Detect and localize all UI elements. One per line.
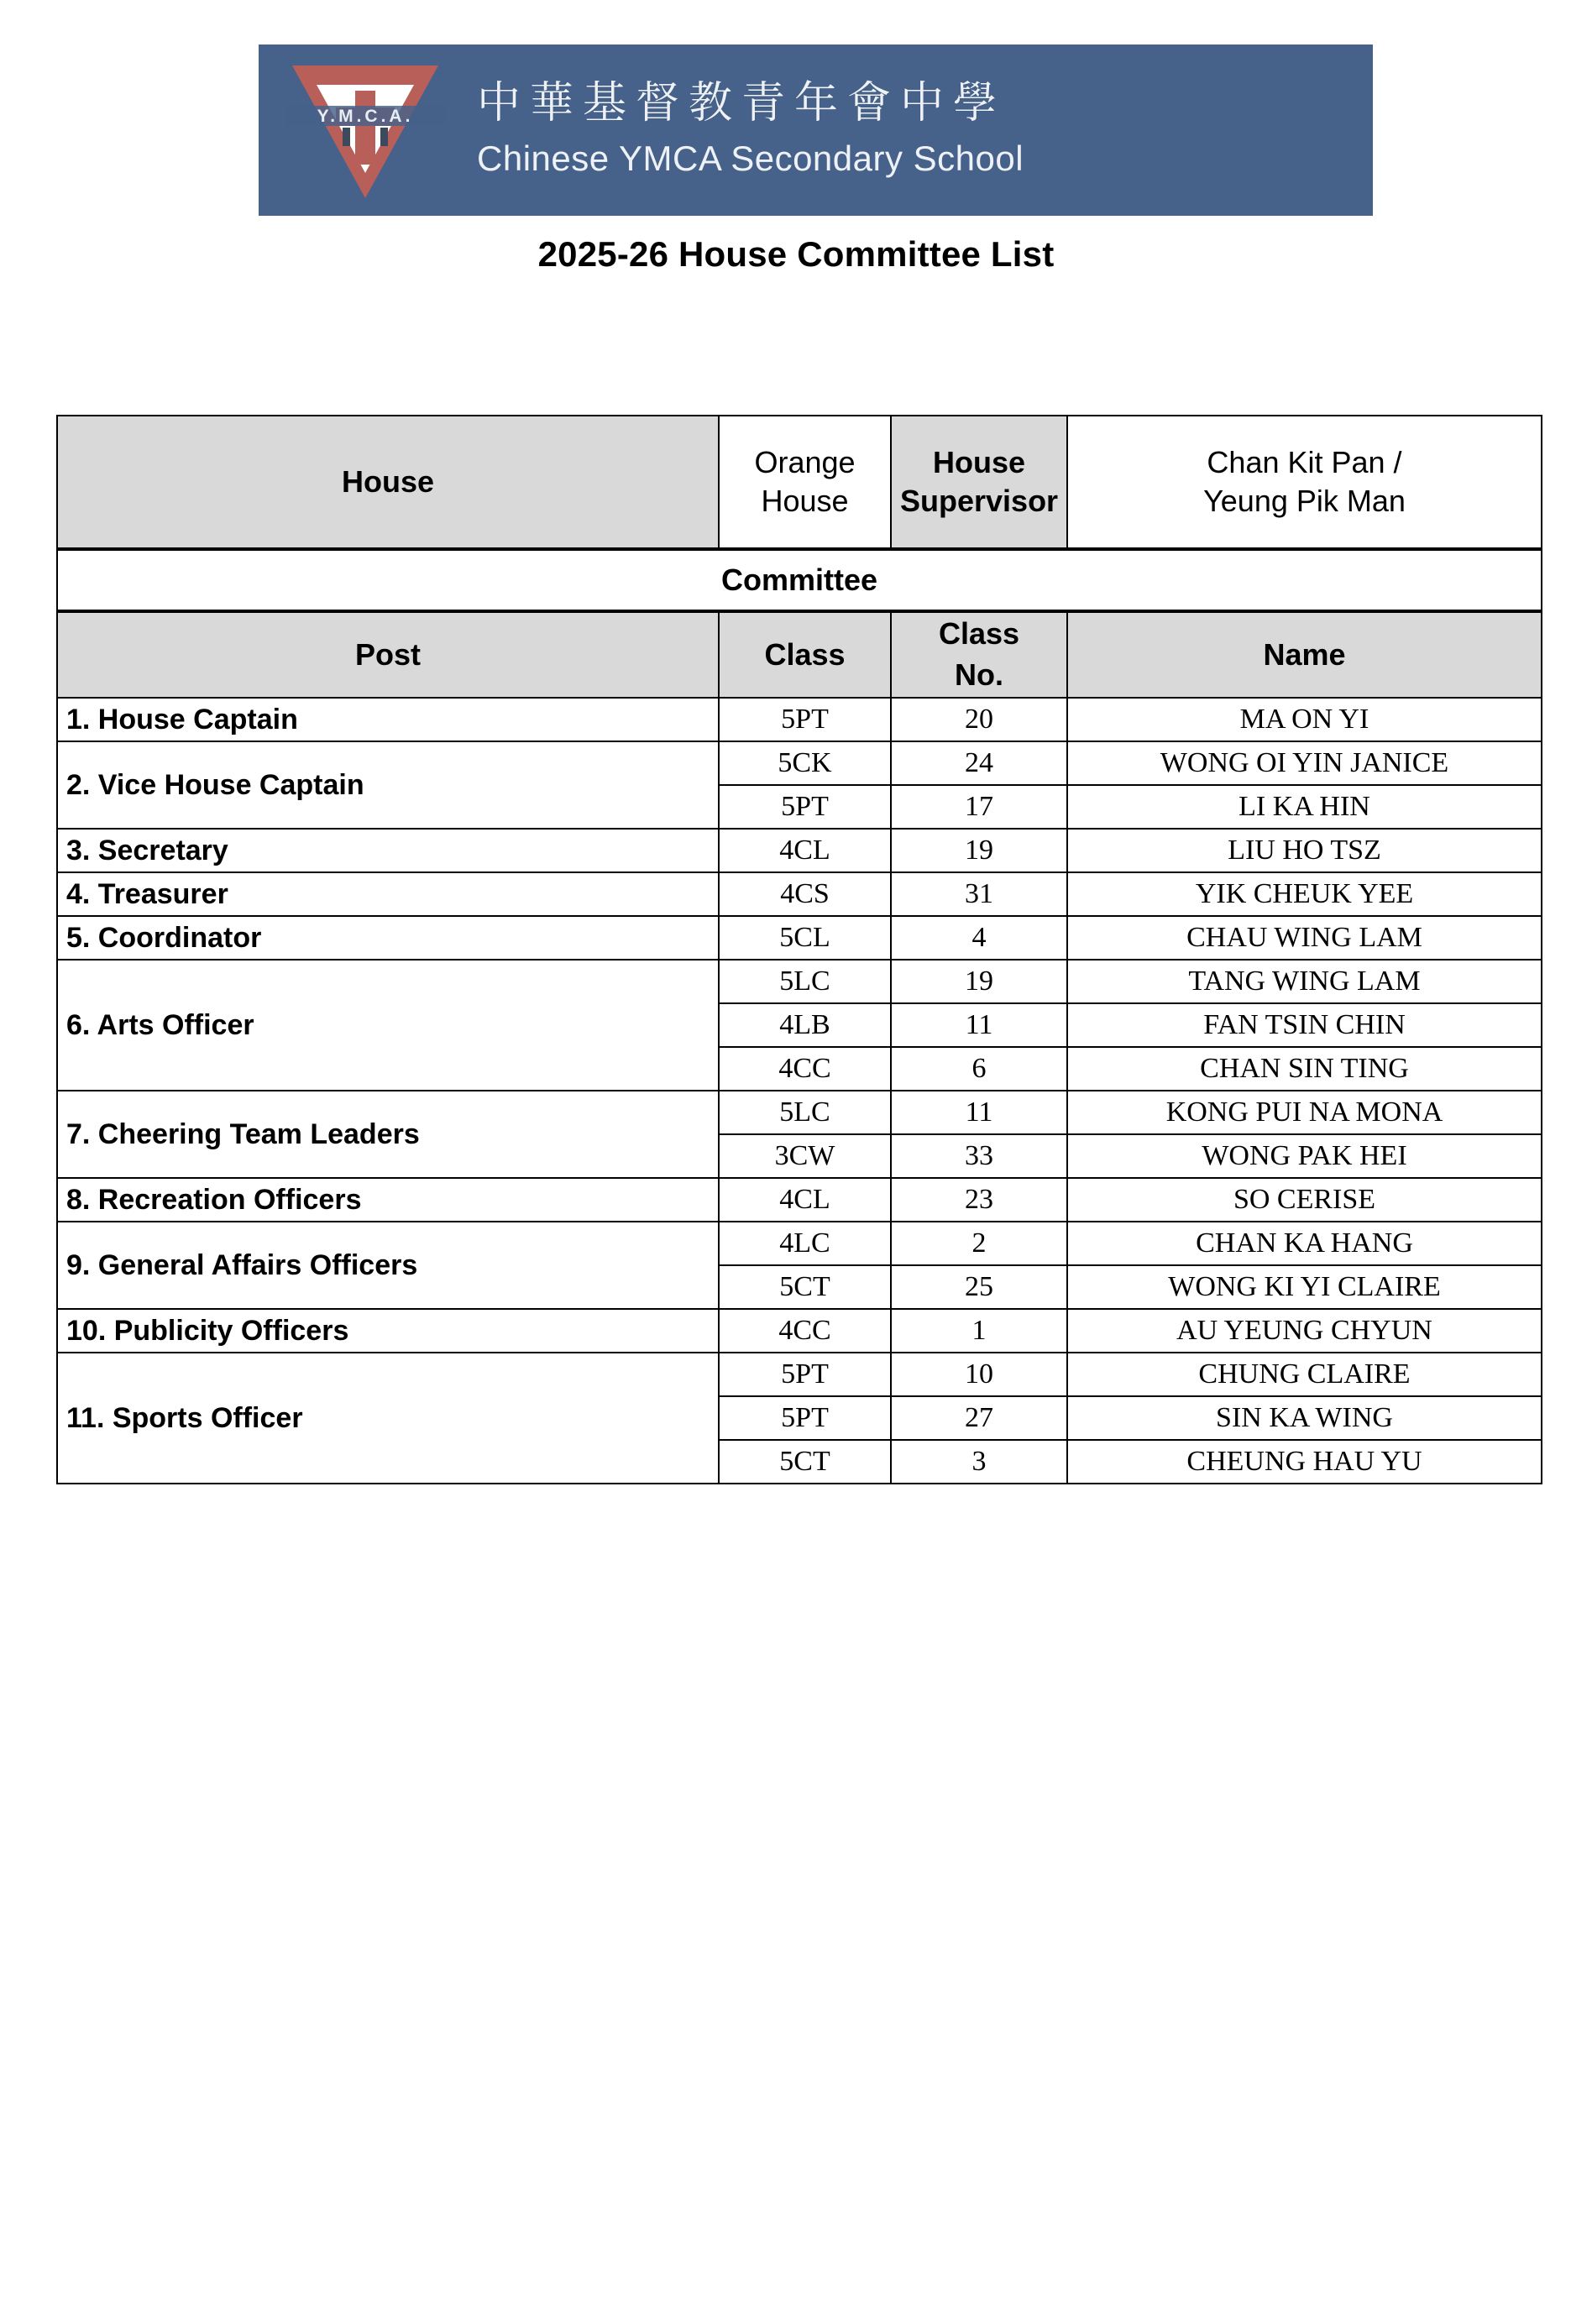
class-value: 4LC — [719, 1222, 891, 1265]
student-name: SIN KA WING — [1067, 1396, 1542, 1440]
post-label: 5. Coordinator — [57, 916, 719, 960]
class-no-value: 11 — [891, 1003, 1067, 1047]
post-label: 10. Publicity Officers — [57, 1309, 719, 1353]
class-value: 5PT — [719, 1396, 891, 1440]
house-value: Orange House — [719, 416, 891, 549]
class-value: 4CC — [719, 1047, 891, 1091]
class-no-value: 23 — [891, 1178, 1067, 1222]
school-banner — [259, 44, 1373, 216]
class-no-value: 11 — [891, 1091, 1067, 1134]
table-row — [57, 1309, 1542, 1353]
class-value: 5PT — [719, 785, 891, 829]
class-value: 3CW — [719, 1134, 891, 1178]
table-row — [57, 1091, 1542, 1134]
committee-band: Committee — [57, 549, 1542, 611]
school-name-english: Chinese YMCA Secondary School — [477, 139, 1024, 179]
table-row — [57, 1222, 1542, 1265]
class-value: 5CK — [719, 741, 891, 785]
class-no-value: 27 — [891, 1396, 1067, 1440]
class-no-value: 24 — [891, 741, 1067, 785]
student-name: MA ON YI — [1067, 698, 1542, 741]
student-name: LI KA HIN — [1067, 785, 1542, 829]
class-value: 5CL — [719, 916, 891, 960]
student-name: AU YEUNG CHYUN — [1067, 1309, 1542, 1353]
post-label: 3. Secretary — [57, 829, 719, 872]
student-name: CHAN SIN TING — [1067, 1047, 1542, 1091]
class-no-value: 33 — [891, 1134, 1067, 1178]
class-value: 5LC — [719, 1091, 891, 1134]
post-label: 7. Cheering Team Leaders — [57, 1091, 719, 1178]
house-label: House — [57, 416, 719, 549]
class-value: 5PT — [719, 698, 891, 741]
school-name-chinese: 中華基督教青年會中學 — [477, 78, 1007, 129]
class-no-value: 19 — [891, 960, 1067, 1003]
student-name: WONG KI YI CLAIRE — [1067, 1265, 1542, 1309]
student-name: TANG WING LAM — [1067, 960, 1542, 1003]
post-label: 11. Sports Officer — [57, 1353, 719, 1484]
class-no-value: 25 — [891, 1265, 1067, 1309]
column-header-row — [57, 611, 1542, 698]
column-header-post: Post — [57, 611, 719, 698]
house-committee-table — [56, 415, 1542, 1484]
class-no-value: 17 — [891, 785, 1067, 829]
table-row — [57, 960, 1542, 1003]
class-no-value: 6 — [891, 1047, 1067, 1091]
house-info-row — [57, 416, 1542, 549]
student-name: CHEUNG HAU YU — [1067, 1440, 1542, 1484]
class-no-value: 10 — [891, 1353, 1067, 1396]
class-value: 5CT — [719, 1265, 891, 1309]
student-name: CHAU WING LAM — [1067, 916, 1542, 960]
student-name: WONG PAK HEI — [1067, 1134, 1542, 1178]
column-header-name: Name — [1067, 611, 1542, 698]
post-label: 2. Vice House Captain — [57, 741, 719, 829]
class-value: 4CL — [719, 829, 891, 872]
class-no-value: 31 — [891, 872, 1067, 916]
post-label: 4. Treasurer — [57, 872, 719, 916]
student-name: LIU HO TSZ — [1067, 829, 1542, 872]
table-row — [57, 916, 1542, 960]
class-no-value: 19 — [891, 829, 1067, 872]
class-no-value: 4 — [891, 916, 1067, 960]
class-value: 4LB — [719, 1003, 891, 1047]
student-name: YIK CHEUK YEE — [1067, 872, 1542, 916]
student-name: CHUNG CLAIRE — [1067, 1353, 1542, 1396]
class-no-value: 3 — [891, 1440, 1067, 1484]
table-row — [57, 872, 1542, 916]
house-supervisor-value: Chan Kit Pan / Yeung Pik Man — [1067, 416, 1542, 549]
post-label: 8. Recreation Officers — [57, 1178, 719, 1222]
student-name: FAN TSIN CHIN — [1067, 1003, 1542, 1047]
column-header-class: Class — [719, 611, 891, 698]
ymca-logo-icon — [277, 57, 453, 204]
student-name: SO CERISE — [1067, 1178, 1542, 1222]
class-value: 5LC — [719, 960, 891, 1003]
class-value: 5CT — [719, 1440, 891, 1484]
page-title: 2025-26 House Committee List — [537, 234, 1055, 274]
table-row — [57, 829, 1542, 872]
table-row — [57, 1353, 1542, 1396]
table-row — [57, 698, 1542, 741]
class-value: 4CC — [719, 1309, 891, 1353]
post-label: 9. General Affairs Officers — [57, 1222, 719, 1309]
post-label: 6. Arts Officer — [57, 960, 719, 1091]
class-value: 4CL — [719, 1178, 891, 1222]
house-supervisor-label: House Supervisor — [891, 416, 1067, 549]
table-row — [57, 1178, 1542, 1222]
student-name: CHAN KA HANG — [1067, 1222, 1542, 1265]
class-value: 5PT — [719, 1353, 891, 1396]
class-value: 4CS — [719, 872, 891, 916]
committee-band-row — [57, 549, 1542, 611]
column-header-class-no: Class No. — [891, 611, 1067, 698]
banner-text-block — [477, 78, 1024, 182]
table-row — [57, 741, 1542, 785]
class-no-value: 2 — [891, 1222, 1067, 1265]
student-name: WONG OI YIN JANICE — [1067, 741, 1542, 785]
class-no-value: 20 — [891, 698, 1067, 741]
class-no-value: 1 — [891, 1309, 1067, 1353]
student-name: KONG PUI NA MONA — [1067, 1091, 1542, 1134]
post-label: 1. House Captain — [57, 698, 719, 741]
ymca-logo-text: Y.M.C.A. — [317, 106, 414, 126]
